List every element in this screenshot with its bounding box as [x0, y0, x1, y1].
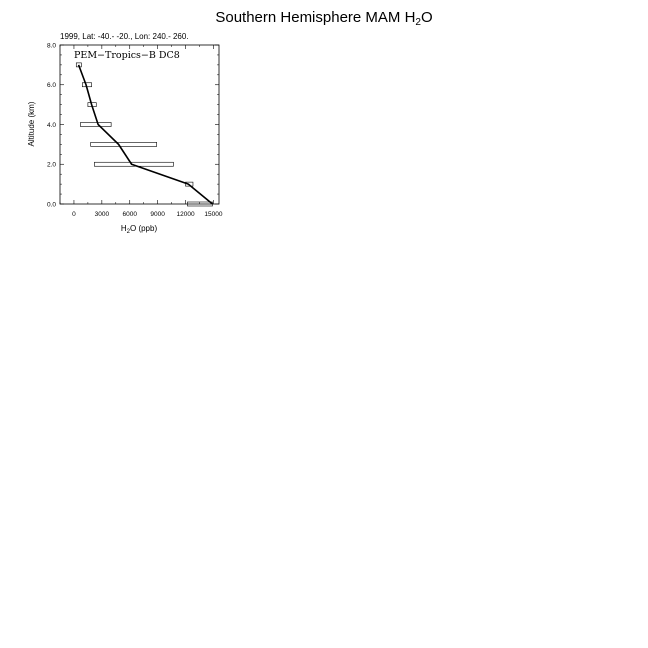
x-label-tail: O (ppb)	[130, 224, 158, 233]
title-subscript: 2	[415, 17, 421, 28]
x-tick-label: 15000	[204, 211, 223, 218]
title-tail: O	[420, 9, 433, 26]
x-tick-label: 3000	[94, 211, 110, 218]
x-tick-label: 9000	[150, 211, 165, 218]
y-tick-label: 6.0	[46, 82, 56, 90]
x-tick-label: 6000	[122, 211, 137, 218]
profile-line	[79, 65, 213, 204]
x-axis-label	[121, 224, 158, 235]
chart-subtitle: 1999, Lat: -40.- -20., Lon: 240.- 260.	[60, 32, 189, 41]
x-label-main: H	[120, 224, 127, 233]
range-box	[91, 142, 157, 146]
x-tick-label: 0	[72, 211, 76, 218]
y-axis-label: Altitude (km)	[27, 101, 36, 147]
range-box	[80, 123, 111, 127]
axes	[60, 45, 219, 204]
x-label-subscript: 2	[126, 229, 130, 235]
title-main: Southern Hemisphere MAM H	[215, 9, 416, 26]
panel-label: PEM−Tropics−B DC8	[74, 50, 180, 61]
series-line	[79, 65, 213, 204]
x-tick-label: 12000	[176, 211, 195, 218]
range-boxes	[76, 63, 212, 206]
y-tick-label: 8.0	[46, 42, 56, 50]
chart-text	[27, 32, 223, 235]
plot-frame	[60, 45, 219, 204]
y-tick-label: 4.0	[46, 121, 56, 129]
y-tick-label: 0.0	[46, 201, 56, 209]
y-tick-label: 2.0	[46, 161, 56, 169]
